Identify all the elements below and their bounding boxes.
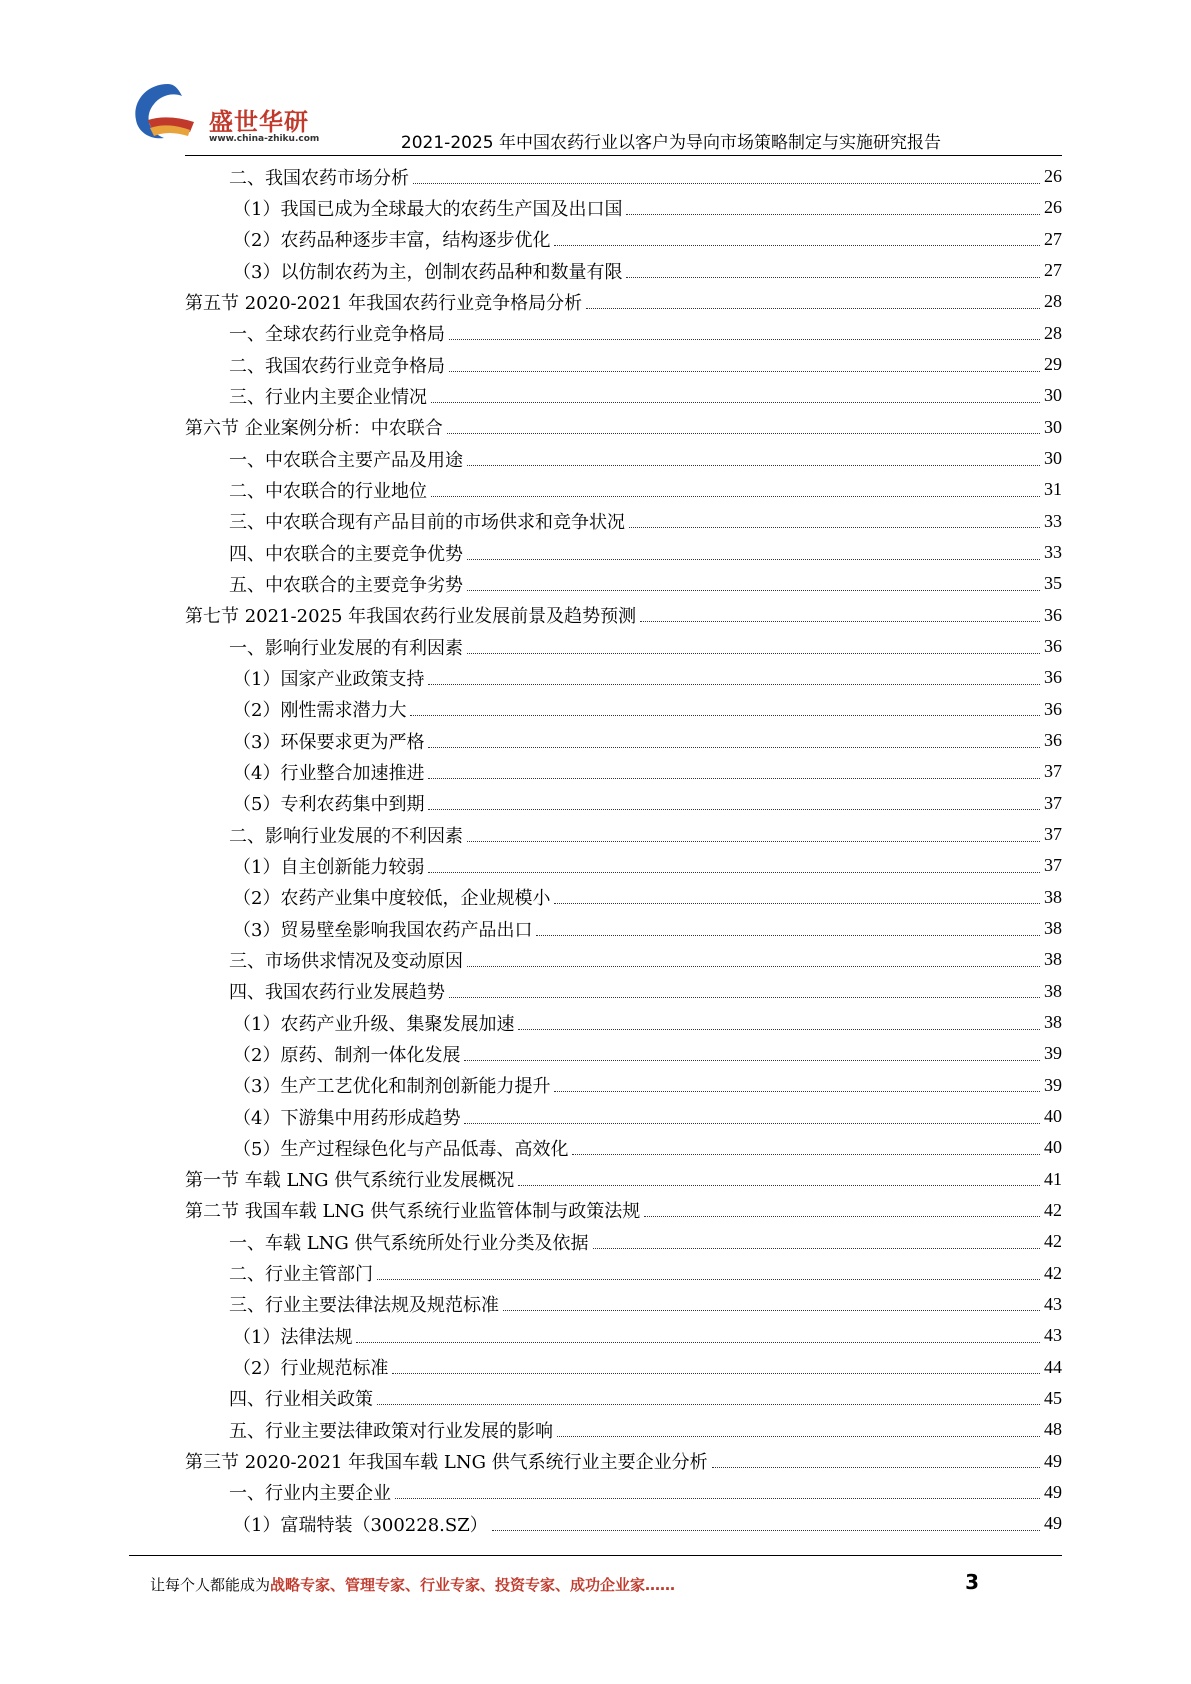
brand-name: 盛世华研 (209, 108, 309, 136)
toc-leader-dots (395, 1497, 1040, 1499)
toc-leader-dots (428, 746, 1040, 748)
toc-entry-label: 二、影响行业发展的不利因素 (229, 825, 463, 847)
toc-entry-label: 二、中农联合的行业地位 (229, 480, 427, 502)
toc-entry[interactable] (185, 1070, 1062, 1101)
toc-entry[interactable] (185, 694, 1062, 725)
toc-entry-page: 37 (1044, 792, 1062, 813)
toc-entry-label: 五、中农联合的主要竞争劣势 (229, 574, 463, 596)
toc-entry[interactable] (185, 1445, 1062, 1476)
toc-entry-label: （2）农药产业集中度较低，企业规模小 (233, 888, 551, 910)
toc-leader-dots (449, 338, 1040, 340)
toc-leader-dots (467, 652, 1040, 654)
toc-entry-label: （5）生产过程绿色化与产品低毒、高效化 (233, 1138, 569, 1160)
toc-leader-dots (503, 1309, 1040, 1311)
toc-entry-label: 四、我国农药行业发展趋势 (229, 982, 445, 1004)
toc-entry-label: 第二节 我国车载 LNG 供气系统行业监管体制与政策法规 (185, 1201, 641, 1223)
toc-leader-dots (449, 370, 1040, 372)
toc-entry-label: 四、中农联合的主要竞争优势 (229, 543, 463, 565)
brand-url: www.china-zhiku.com (209, 134, 320, 144)
toc-entry-page: 36 (1044, 667, 1062, 688)
toc-entry[interactable] (185, 568, 1062, 599)
toc-leader-dots (640, 620, 1040, 622)
toc-leader-dots (554, 1090, 1040, 1092)
toc-entry[interactable] (185, 1320, 1062, 1351)
footer-slogan (150, 1574, 675, 1595)
toc-entry-page: 49 (1044, 1513, 1062, 1534)
toc-entry-page: 49 (1044, 1481, 1062, 1502)
toc-entry[interactable] (185, 1195, 1062, 1226)
toc-leader-dots (377, 1403, 1040, 1405)
toc-entry-page: 36 (1044, 730, 1062, 751)
toc-entry-page: 41 (1044, 1168, 1062, 1189)
toc-entry-page: 38 (1044, 949, 1062, 970)
toc-entry-page: 38 (1044, 980, 1062, 1001)
toc-entry-label: （4）下游集中用药形成趋势 (233, 1107, 461, 1129)
toc-entry-label: 二、行业主管部门 (229, 1264, 373, 1286)
toc-entry-page: 43 (1044, 1325, 1062, 1346)
toc-entry-page: 30 (1044, 385, 1062, 406)
toc-entry[interactable] (185, 286, 1062, 317)
toc-entry-label: 二、我国农药行业竞争格局 (229, 355, 445, 377)
toc-leader-dots (629, 526, 1040, 528)
toc-entry-label: 五、行业主要法律政策对行业发展的影响 (229, 1420, 553, 1442)
toc-entry[interactable] (185, 1226, 1062, 1257)
table-of-contents (185, 161, 1062, 1539)
footer-divider (129, 1555, 1062, 1556)
toc-entry-page: 37 (1044, 761, 1062, 782)
toc-entry-page: 39 (1044, 1043, 1062, 1064)
toc-entry-label: （3）以仿制农药为主，创制农药品种和数量有限 (233, 261, 623, 283)
toc-leader-dots (644, 1215, 1040, 1217)
toc-entry[interactable] (185, 412, 1062, 443)
toc-entry-label: 第五节 2020-2021 年我国农药行业竞争格局分析 (185, 292, 583, 314)
toc-entry[interactable] (185, 161, 1062, 192)
toc-entry-label: 一、行业内主要企业 (229, 1483, 391, 1505)
toc-entry-page: 44 (1044, 1356, 1062, 1377)
toc-entry-label: 第一节 车载 LNG 供气系统行业发展概况 (185, 1170, 515, 1192)
footer-slogan-accent: 战略专家、管理专家、行业专家、投资专家、成功企业家…… (270, 1576, 676, 1594)
toc-entry[interactable] (185, 1508, 1062, 1539)
toc-leader-dots (467, 840, 1040, 842)
toc-entry[interactable] (185, 976, 1062, 1007)
toc-leader-dots (586, 307, 1040, 309)
toc-entry-page: 39 (1044, 1074, 1062, 1095)
toc-entry[interactable] (185, 537, 1062, 568)
toc-entry-page: 26 (1044, 166, 1062, 187)
toc-entry-label: （3）生产工艺优化和制剂创新能力提升 (233, 1076, 551, 1098)
toc-entry-label: 四、行业相关政策 (229, 1389, 373, 1411)
toc-entry-label: 一、车载 LNG 供气系统所处行业分类及依据 (229, 1232, 589, 1254)
toc-leader-dots (413, 182, 1040, 184)
toc-entry-label: （3）贸易壁垒影响我国农药产品出口 (233, 919, 533, 941)
toc-entry-page: 33 (1044, 542, 1062, 563)
toc-leader-dots (356, 1341, 1040, 1343)
toc-entry-page: 31 (1044, 479, 1062, 500)
toc-leader-dots (410, 714, 1040, 716)
toc-entry[interactable] (185, 318, 1062, 349)
toc-entry[interactable] (185, 192, 1062, 223)
toc-entry-page: 42 (1044, 1262, 1062, 1283)
toc-leader-dots (626, 276, 1040, 278)
toc-entry-page: 27 (1044, 228, 1062, 249)
toc-leader-dots (449, 996, 1040, 998)
toc-entry-label: 一、全球农药行业竞争格局 (229, 324, 445, 346)
toc-entry[interactable] (185, 662, 1062, 693)
toc-leader-dots (626, 213, 1040, 215)
toc-entry[interactable] (185, 506, 1062, 537)
toc-entry-page: 38 (1044, 886, 1062, 907)
page-number: 3 (965, 1570, 979, 1594)
toc-leader-dots (467, 464, 1040, 466)
toc-leader-dots (492, 1529, 1040, 1531)
toc-entry[interactable] (185, 1101, 1062, 1132)
toc-entry-page: 49 (1044, 1450, 1062, 1471)
toc-leader-dots (467, 558, 1040, 560)
toc-entry-page: 45 (1044, 1387, 1062, 1408)
toc-entry[interactable] (185, 1132, 1062, 1163)
toc-entry-page: 36 (1044, 604, 1062, 625)
toc-entry[interactable] (185, 882, 1062, 913)
toc-entry[interactable] (185, 1289, 1062, 1320)
toc-entry-page: 37 (1044, 824, 1062, 845)
toc-entry[interactable] (185, 1164, 1062, 1195)
toc-entry[interactable] (185, 1257, 1062, 1288)
toc-entry[interactable] (185, 1038, 1062, 1069)
toc-leader-dots (377, 1278, 1040, 1280)
toc-entry-label: 一、影响行业发展的有利因素 (229, 637, 463, 659)
toc-entry[interactable] (185, 1477, 1062, 1508)
toc-entry[interactable] (185, 631, 1062, 662)
toc-leader-dots (536, 934, 1040, 936)
toc-entry[interactable] (185, 1007, 1062, 1038)
toc-entry-label: （1）富瑞特装（300228.SZ） (233, 1514, 488, 1536)
toc-entry-label: 三、市场供求情况及变动原因 (229, 950, 463, 972)
toc-entry[interactable] (185, 349, 1062, 380)
toc-entry[interactable] (185, 819, 1062, 850)
toc-entry[interactable] (185, 224, 1062, 255)
toc-entry-page: 30 (1044, 448, 1062, 469)
toc-entry[interactable] (185, 255, 1062, 286)
toc-entry-page: 30 (1044, 416, 1062, 437)
toc-entry-label: 第六节 企业案例分析：中农联合 (185, 418, 443, 440)
toc-leader-dots (447, 432, 1040, 434)
toc-leader-dots (554, 244, 1040, 246)
toc-entry-label: 第三节 2020-2021 年我国车载 LNG 供气系统行业主要企业分析 (185, 1452, 708, 1474)
toc-entry-page: 42 (1044, 1199, 1062, 1220)
toc-leader-dots (464, 1059, 1040, 1061)
toc-entry[interactable] (185, 725, 1062, 756)
logo-swoosh-icon (128, 78, 208, 148)
toc-leader-dots (428, 683, 1040, 685)
footer-slogan-prefix: 让每个人都能成为 (150, 1576, 271, 1594)
toc-entry-page: 27 (1044, 260, 1062, 281)
toc-leader-dots (467, 589, 1040, 591)
toc-entry-page: 38 (1044, 1012, 1062, 1033)
toc-entry-page: 28 (1044, 322, 1062, 343)
toc-entry-label: （1）农药产业升级、集聚发展加速 (233, 1013, 515, 1035)
toc-leader-dots (431, 401, 1040, 403)
toc-entry[interactable] (185, 600, 1062, 631)
toc-entry[interactable] (185, 756, 1062, 787)
toc-entry-page: 42 (1044, 1231, 1062, 1252)
toc-entry-page: 37 (1044, 855, 1062, 876)
toc-entry-label: 三、行业主要法律法规及规范标准 (229, 1295, 499, 1317)
toc-leader-dots (518, 1028, 1040, 1030)
toc-entry-page: 29 (1044, 354, 1062, 375)
toc-entry-label: 一、中农联合主要产品及用途 (229, 449, 463, 471)
toc-entry-label: （2）原药、制剂一体化发展 (233, 1044, 461, 1066)
toc-entry[interactable] (185, 474, 1062, 505)
toc-entry-label: （1）法律法规 (233, 1326, 353, 1348)
toc-entry-label: （1）国家产业政策支持 (233, 668, 425, 690)
toc-entry-label: （1）自主创新能力较弱 (233, 856, 425, 878)
toc-entry-label: 三、行业内主要企业情况 (229, 386, 427, 408)
toc-entry-page: 43 (1044, 1293, 1062, 1314)
toc-entry-label: 三、中农联合现有产品目前的市场供求和竞争状况 (229, 512, 625, 534)
toc-entry[interactable] (185, 1383, 1062, 1414)
toc-entry-label: （2）农药品种逐步丰富，结构逐步优化 (233, 230, 551, 252)
toc-entry[interactable] (185, 1351, 1062, 1382)
toc-entry-page: 35 (1044, 573, 1062, 594)
toc-entry[interactable] (185, 913, 1062, 944)
toc-entry[interactable] (185, 850, 1062, 881)
toc-entry-label: （4）行业整合加速推进 (233, 762, 425, 784)
toc-entry[interactable] (185, 380, 1062, 411)
toc-entry-page: 40 (1044, 1106, 1062, 1126)
toc-leader-dots (572, 1153, 1040, 1155)
toc-leader-dots (392, 1372, 1040, 1374)
toc-entry[interactable] (185, 443, 1062, 474)
toc-entry-label: （3）环保要求更为严格 (233, 731, 425, 753)
toc-entry-label: 二、我国农药市场分析 (229, 167, 409, 189)
toc-entry-page: 40 (1044, 1137, 1062, 1158)
toc-entry[interactable] (185, 944, 1062, 975)
toc-entry-page: 28 (1044, 291, 1062, 312)
toc-entry-label: 第七节 2021-2025 年我国农药行业发展前景及趋势预测 (185, 606, 637, 628)
report-title: 2021-2025 年中国农药行业以客户为导向市场策略制定与实施研究报告 (400, 133, 941, 153)
toc-entry-page: 36 (1044, 698, 1062, 719)
toc-entry-page: 36 (1044, 636, 1062, 657)
toc-entry-page: 38 (1044, 918, 1062, 939)
toc-entry-label: （2）刚性需求潜力大 (233, 700, 407, 722)
toc-leader-dots (428, 777, 1040, 779)
toc-entry[interactable] (185, 788, 1062, 819)
toc-leader-dots (712, 1466, 1040, 1468)
header-divider (185, 155, 1062, 156)
toc-entry-label: （1）我国已成为全球最大的农药生产国及出口国 (233, 198, 623, 220)
toc-leader-dots (593, 1247, 1040, 1249)
toc-leader-dots (464, 1122, 1040, 1124)
toc-leader-dots (428, 871, 1040, 873)
toc-leader-dots (557, 1435, 1040, 1437)
toc-entry-page: 48 (1044, 1419, 1062, 1440)
toc-entry-label: （2）行业规范标准 (233, 1358, 389, 1380)
toc-leader-dots (428, 808, 1040, 810)
toc-leader-dots (518, 1184, 1040, 1186)
toc-entry-page: 33 (1044, 510, 1062, 531)
toc-leader-dots (467, 965, 1040, 967)
toc-entry[interactable] (185, 1414, 1062, 1445)
toc-entry-label: （5）专利农药集中到期 (233, 794, 425, 816)
toc-leader-dots (431, 495, 1040, 497)
toc-leader-dots (554, 902, 1040, 904)
toc-entry-page: 26 (1044, 197, 1062, 218)
